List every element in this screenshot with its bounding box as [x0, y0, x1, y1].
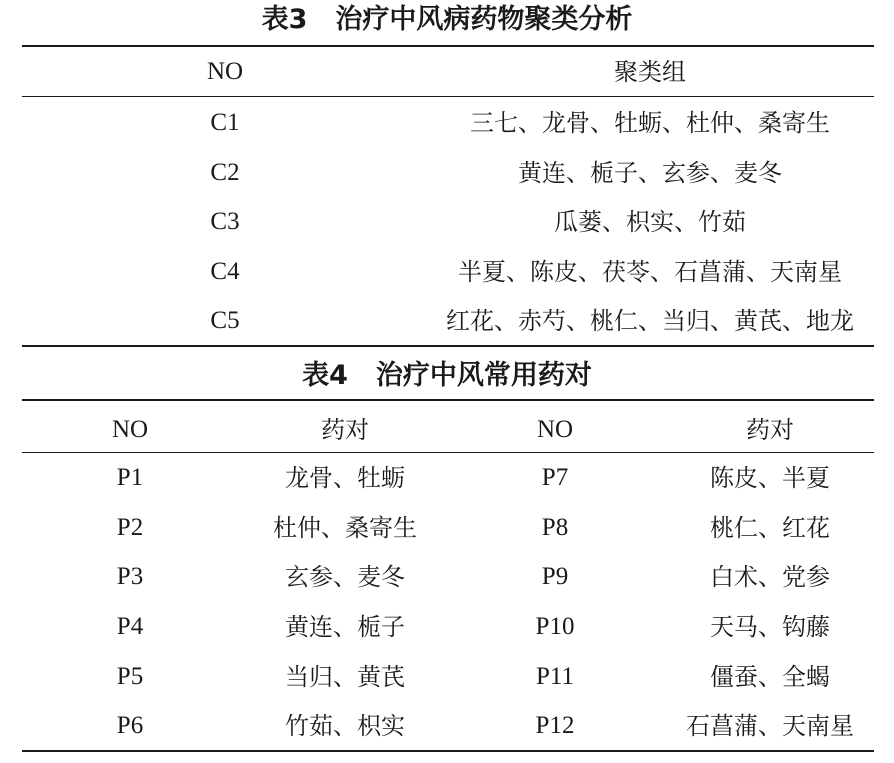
- table4-row-6-no-left: P6: [116, 712, 144, 739]
- table4-header-no-left: NO: [111, 416, 149, 443]
- table4-row-3-no-right: P9: [541, 563, 569, 590]
- table4-row-2-no-right: P8: [541, 514, 569, 541]
- table4-row-4-no-right: P10: [535, 613, 575, 640]
- table4-header-no-right: NO: [536, 416, 574, 443]
- table3-row-1-group: 三七、龙骨、牡蛎、杜仲、桑寄生: [470, 109, 830, 137]
- table4-row-6-pair-left: 竹茹、枳实: [285, 712, 405, 740]
- table4-row-6-no-right: P12: [535, 712, 575, 739]
- table3-row-5-no: C5: [210, 307, 240, 334]
- table4-title: [0, 358, 894, 394]
- table3-title-text: 治疗中风病药物聚类分析: [335, 4, 633, 35]
- table4-row-6-pair-right: 石菖蒲、天南星: [686, 712, 854, 740]
- table3-header-no: NO: [206, 58, 244, 85]
- table4-row-5-pair-left: 当归、黄芪: [285, 663, 405, 691]
- table3-title: [0, 2, 894, 38]
- table4-header-pair-right: 药对: [746, 416, 794, 444]
- table3-header-group: 聚类组: [614, 58, 686, 86]
- table4-row-3-pair-left: 玄参、麦冬: [285, 563, 405, 591]
- table4-row-2-pair-left: 杜仲、桑寄生: [273, 514, 417, 542]
- table4-row-1-pair-left: 龙骨、牡蛎: [285, 464, 405, 492]
- table4-header-pair-left: 药对: [321, 416, 369, 444]
- table4-row-5-no-right: P11: [536, 663, 574, 690]
- table3-top-rule: [22, 45, 874, 47]
- table4-row-1-pair-right: 陈皮、半夏: [710, 464, 830, 492]
- table3-row-1-no: C1: [210, 109, 240, 136]
- table4-row-2-no-left: P2: [116, 514, 144, 541]
- table4-row-4-no-left: P4: [116, 613, 144, 640]
- table3-row-3-group: 瓜蒌、枳实、竹茹: [554, 208, 746, 236]
- table3-header-rule: [22, 96, 874, 97]
- table4-row-1-no-right: P7: [541, 464, 569, 491]
- table4-row-1-no-left: P1: [116, 464, 144, 491]
- table3-row-5-group: 红花、赤芍、桃仁、当归、黄芪、地龙: [446, 307, 854, 335]
- table4-row-4-pair-left: 黄连、栀子: [285, 613, 405, 641]
- table3-bottom-rule: [22, 345, 874, 347]
- table4-bottom-rule: [22, 750, 874, 752]
- table3-row-4-no: C4: [210, 258, 240, 285]
- table3-row-2-no: C2: [210, 159, 240, 186]
- table4-header-rule: [22, 452, 874, 453]
- table4-row-3-no-left: P3: [116, 563, 144, 590]
- table3-row-3-no: C3: [210, 208, 240, 235]
- table4-row-3-pair-right: 白术、党参: [710, 563, 830, 591]
- table4-top-rule: [22, 399, 874, 401]
- table4-row-4-pair-right: 天马、钩藤: [710, 613, 830, 641]
- table4-title-text: 治疗中风常用药对: [375, 360, 592, 391]
- table3-row-4-group: 半夏、陈皮、茯苓、石菖蒲、天南星: [458, 258, 842, 286]
- table4-row-2-pair-right: 桃仁、红花: [710, 514, 830, 542]
- table3-row-2-group: 黄连、栀子、玄参、麦冬: [518, 159, 782, 187]
- table4-row-5-no-left: P5: [116, 663, 144, 690]
- table4-title-number: 表4: [302, 360, 348, 391]
- table4-row-5-pair-right: 僵蚕、全蝎: [710, 663, 830, 691]
- table3-title-number: 表3: [261, 4, 308, 35]
